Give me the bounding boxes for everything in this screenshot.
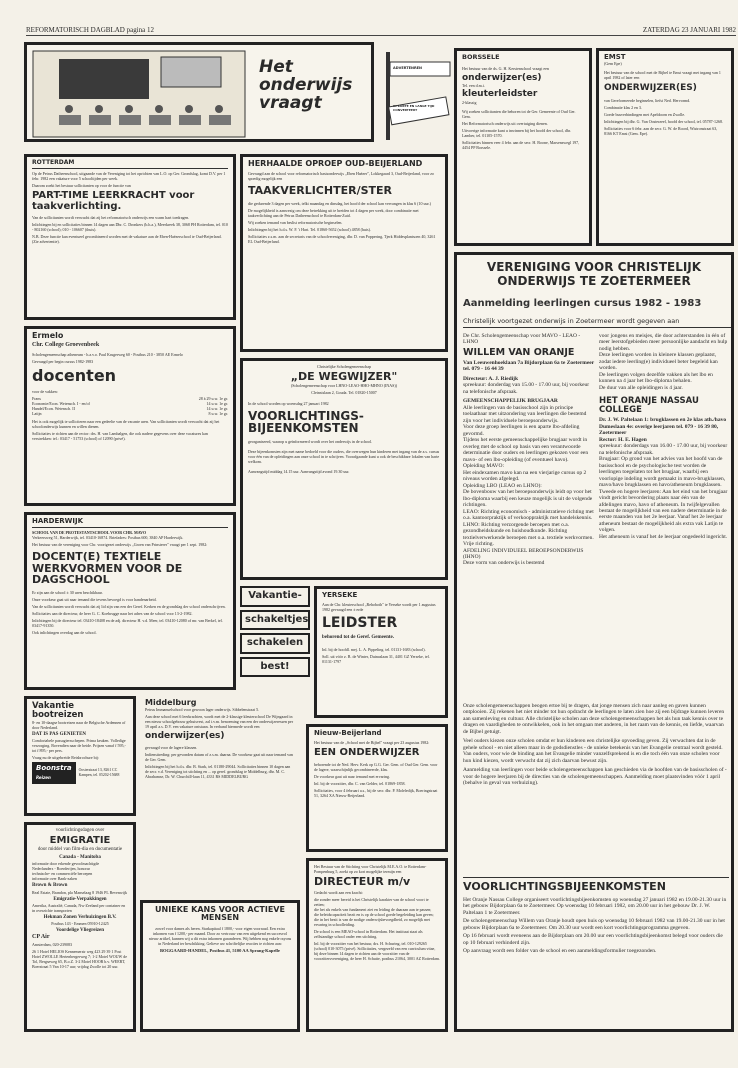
ad-unieke-kans	[140, 900, 300, 1032]
ad-rotterdam-text-5: N.B. Deze functie kan eventueel gecombineerd worden met de vakature aan de Eben-Haëzerschool te Oud-Beijerland. (Zie advertentie).	[32, 234, 222, 245]
paragraph: Onze scholengemeenschappen beogen ertoe bij te dragen, dat jonge mensen zich naar aanleg en gaven kunnen ontplooien. Zij rekenen het niet minder tot hun opdracht de leerlingen te laten zien hoe zij een bijdrage kunnen leveren aan samenleving en cultuur. Alle christelijke scholen aan deze scholengemeenschappen het als hun taak kennis over te dragen en vaardigheden te ontwikkelen, ook in het omgaan met anderen, in het raam van de kennis, en liefde, waarvan de Bijbel getuigt.	[463, 703, 725, 735]
ad-ermelo	[24, 326, 236, 506]
paragraph: Veel ouders kiezen onze scholen omdat er hun kinderen een christelijke opvoeding geven. Zij verwachten dat in de gehele school - en niet alleen maar in de godsdienstles - de unieke betekenis van het Evangelie centraal wordt gesteld. Van ouders, voor wie de binding aan het Evangelie minder vanzelfsprekend is en die toch één van onze scholen voor hun kind kiezen, wordt verwacht dat zij zich daarvan bewust zijn.	[463, 738, 723, 764]
ad-unieke-addr: BOGGAARD-HANDEL, Postbus 41, 5100 AA Sprang-Kapelle	[160, 947, 280, 953]
ad-borssele-text-4: Uitvoerige informatie kunt u inwinnen bij het hoofd der school, dhr. Lamber, tel. 01105-1570.	[462, 127, 571, 138]
ad-rotterdam-text-4: Inlichtingen bij en sollicitaties binnen 14 dagen aan Dhr. C. Dronkers (b.h.a.), Meerkreek 38, 3068 PH Rotterdam, tel. 010 - 802160 (school); 010 - 106607 (thuis).	[32, 222, 228, 233]
ad-herhaalde-text-4: Wij zoeken iemand van beslist reformatorische beginselen.	[248, 219, 343, 225]
paragraph: LEAO: Richting economisch - administratieve richting met o.a. kantoorpraktijk of verkooppraktijk met handelskennis.	[463, 508, 594, 522]
ad-wegwijzer-title: „DE WEGWIJZER"	[290, 370, 398, 383]
ad-rotterdam-text-3: Van de sollicitanten wordt verwacht dat zij het reformatorisch onderwijs een warm hart toedragen.	[32, 215, 190, 221]
zoetermeer-a-dir: Directeur: A. J. Riedijk	[463, 375, 519, 382]
ad-middelburg	[140, 696, 300, 896]
ad-rotterdam-text-2: Daarom zoekt het bestuur sollicitanten op voor de functie van	[32, 183, 131, 189]
zoetermeer-b-rector: Rector: H. E. Hagen	[599, 436, 647, 443]
paragraph: Het atheneum is vanaf het 4e leerjaar ongedeeld ingericht.	[599, 533, 728, 540]
paragraph: Het Oranje Nassau College organiseert voorlichtingsbijeenkomsten op woensdag 27 januari 1982 en 19.00-21.30 uur in het gebouw Bijdorplaan 6a te Zoetermeer. Op woensdag 10 februari 1982, om 20.00 uur in het gebouw Dr. J. W. Paltelaan 1 te Zoetermeer.	[463, 897, 727, 916]
ad-harderwijk-text-1: Het bestuur van de vereniging voor Chr. voortgezet onderwijs „Groen van Prinsterer" vraagt per 1 sept. 1982:	[32, 542, 208, 548]
schakel-line-2: schakeltjes	[240, 610, 310, 631]
paragraph: De bovenbouw van het beroepsonderwijs leidt op voor het lbo-diploma waarbij een keuze mogelijk is uit de volgende richtingen.	[463, 489, 593, 509]
ad-emigratie-text-1: voorlichtingsdagen over	[55, 828, 105, 833]
ad-wegwijzer-sub: (Scholengemeenschap voor LHNO-LEAO-HHO-MHNO (INAS))	[290, 382, 398, 388]
boonstra-name: Boonstra	[36, 764, 72, 773]
ad-zoetermeer	[454, 252, 734, 1032]
subject-hours: 14 u.w. 1e gr.	[206, 400, 228, 406]
paragraph: AFDELING INDIVIDUEEL BEROEPSONDERWIJS (IHNO)	[463, 547, 584, 560]
subject-hours: 28 à 29 u.w. 1e gr.	[198, 395, 228, 401]
ad-rotterdam-text-1: Op de Petrus Datheenschool, uitgaande van de Vereniging tot het oprichten van L.O. op Ger. Grondslag, komt D.V. per 1 febr. 1982 een vakature voor 5 schooltijden per week.	[32, 171, 226, 182]
paragraph: Aanmelding van leerlingen voor beide scholengemeenschappen kan geschieden via de hoofden van de basisscholen of - voor de hogere leerjaren bij de directies van de scholengemeenschappen. Aanmelding moet plaatsvinden vóór 1 april (behalve in geval van verhuizing).	[463, 767, 727, 787]
ad-harderwijk-title: DOCENT(E) TEXTIELE WERKVORMEN VOOR DE DAGSCHOOL	[32, 550, 183, 587]
ad-emigratie-title: EMIGRATIE	[49, 835, 111, 847]
ad-beijerland-text-3: De voorkeur gaat uit naar iemand met ervaring.	[314, 773, 390, 779]
ad-bootreizen-text-3: Vraag nu de uitgebreide Reisbrochure bij:	[32, 755, 99, 761]
zoetermeer-b-dir: Dr. J. W. Paltelaan 1: brugklassen en 2e klas ath./havo	[599, 417, 727, 424]
ad-middelburg-text-5: Inlichtingen bij het h.d.s. dhr. B. Stark, tel. 01180-29044. Sollicitaties binnen 10 dagen aan de secr. v.d. Vereniging tot stichting en ... op geref. grondslag te Middelburg, dhr. M. C. Abrahamse, Dr. W. Churchill-laan 11, 4331 RS MIDDELBURG	[145, 763, 291, 779]
ad-wegwijzer-text-1: Christelijke Scholengemeenschap	[316, 364, 372, 369]
paragraph: Alle leerlingen van de basisschool zijn in principe toelaatbaar met uitzondering van leerlingen die bestemd zijn voor het individuele beroepsonderwijs.	[463, 404, 587, 424]
ad-harderwijk-text-6: Inlichtingen bij de directeur tel. 03410-18408 en de adj. directeur H. v.d. Meer, tel. 03410-12080 of mr. van Berkel, tel. 03417-91350.	[32, 617, 223, 628]
ad-wegwijzer-big: VOORLICHTINGS-BIJEENKOMSTEN	[248, 408, 364, 436]
paragraph: GEMEENSCHAPPELIJK BRUGJAAR	[463, 398, 558, 405]
ad-directeur-text-3: De school is een MEAO-school in Rotterdam. Het instituut staat als zelfstandige school onder een stichting.	[314, 928, 423, 939]
paragraph: Opleiding LBO (LEAO en LHNO):	[463, 482, 542, 489]
ad-directeur-text-1: Het Bestuur van de Stichting voor Christelijk M.E.A.O. te Rotterdam-Pompenburg 5, zoekt op zo kort mogelijke termijn een	[314, 864, 427, 874]
zoetermeer-column-left	[463, 333, 595, 697]
ad-middelburg-title: onderwijzer(es)	[145, 731, 225, 742]
ad-directeur-title: DIRECTEUR m/v	[314, 875, 411, 888]
ad-wegwijzer-addr: Cleinstslaan 2, Gouda. Tel. 01820-15007	[311, 389, 377, 395]
paragraph: Tijdens het eerste gemeenschappelijke brugjaar wordt in overleg met de school op basis van een verantwoorde determinatie door ouders en leerlingen gekozen voor een mavo- of een lbo-opleiding (of eventueel havo).	[463, 437, 589, 463]
ad-wegwijzer	[240, 358, 448, 580]
ad-middelburg-text-3: gevraagd voor de lagere klassen.	[145, 744, 198, 750]
paragraph: Op 16 februari wordt eveneens aan de Bijdorplaan om 20.00 uur een voorlichtingsbijeenkomst belegd voor ouders die op 10 februari verhinderd zijn.	[463, 933, 723, 946]
ad-emst-text-5: Inlichtingen bij dhr. G. Van Oosterzeel, hoofd der school, tel. 05787-1268.	[604, 118, 724, 124]
ad-beijerland-text-5: Sollicitaties, voor 4 februari a.s., bij de secr. dhr. P. Moleledijk, Boeringstraat 51, 3264 XA Nieuw-Beijerland.	[314, 787, 438, 798]
subject-hours: 8 u.w. 1e gr.	[208, 410, 228, 416]
ad-emigratie-cpair: CP Air	[32, 934, 50, 941]
zoetermeer-voorlichting-title: VOORLICHTINGSBIJEENKOMSTEN	[463, 877, 729, 893]
ad-ermelo-text-1: Gevraagd per begin cursus 1982-1983	[32, 358, 94, 364]
sign-text-2: IN KORTE EN LANGE TIJD CONVERTEERT	[393, 104, 435, 112]
ad-emigratie-packing-text: Amerika, Australië, Canada, Nw-Zeeland per container en in overzichte transporten	[32, 902, 126, 913]
ad-directeur-text-4: Inl. bij de voorzitter van het bestuur, drs. H. Schuring, tel. 010-129265 (school) 010-3075 (privé). Sollicitaties, vergezeld van een curriculum vitae, bij deze binnen 14 dagen te richten aan de voorzitter van de voorzittersvereniging, de heer H. Schutte, postbus 21064, 3001 AZ Rotterdam.	[314, 940, 440, 961]
zoetermeer-a-intro: De Chr. Scholengemeenschap voor MAVO - LEAO - LHNO	[463, 333, 581, 346]
ad-directeur	[306, 858, 448, 1032]
paragraph: voor jongens en meisjes, die door achterstanden in één of meer leerstofgebieden meer persoonlijke aandacht en hulp nodig hebben.	[599, 333, 728, 352]
ad-middelburg-city: Middelburg	[145, 698, 197, 707]
ad-wegwijzer-text-2: In de school worden op woensdag 27 januari 1982	[248, 400, 329, 406]
ad-beijerland-title: EEN ONDERWIJZER	[314, 747, 420, 759]
ad-ermelo-school: Chr. College Groevenbeek	[32, 342, 100, 349]
ad-beijerland-text-4: Inl. bij de voorzitter, dhr. C. van Gelder, tel. 01869-1858.	[314, 780, 406, 786]
header-left: REFORMATORISCH DAGBLAD pagina 12	[26, 26, 155, 34]
paragraph: spreekuur: donderdags van 16.00 - 17.00 uur, bij voorkeur na telefonische afspraak.	[599, 443, 728, 456]
paragraph: Opleiding MAVO:	[463, 463, 504, 470]
ad-borssele-city: BORSSELE	[462, 53, 500, 61]
paragraph: LHNO: Richting verzorgende beroepen met o.a. gezondheidskunde en huishoudkunde. Richting textielverwerkende beroepen met o.a. textiele werkvormen. Vrije richting.	[463, 521, 594, 548]
page-header	[26, 26, 736, 36]
hero-title-1: Het	[259, 57, 293, 77]
ad-harderwijk-text-3: Onze voorkeur gaat uit naar iemand die tevens bevoegd is voor handenarbeid.	[32, 596, 157, 602]
ad-emigratie-text-2: door middel van film-dia en documentatie	[37, 846, 123, 852]
ad-emst	[596, 48, 734, 246]
ad-yerseke-title: LEIDSTER	[322, 615, 398, 632]
ad-emigratie	[24, 822, 136, 1032]
ad-yerseke-city: YERSEKE	[322, 591, 358, 599]
schakel-line-1: Vakantie-	[240, 586, 310, 607]
ad-herhaalde-oproep	[240, 154, 448, 352]
ad-borssele-title-2: kleuterleidster	[462, 89, 538, 100]
subject-name: Frans	[32, 395, 41, 401]
paragraph: De leerlingen volgen dezelfde vakken als het lbo en kunnen na 4 jaar het lbo-diploma behalen.	[599, 371, 713, 385]
ad-unieke-title: UNIEKE KANS VOOR ACTIEVE MENSEN	[155, 905, 285, 923]
ad-herhaalde-text-2: die gedurende 3 dagen per week, telkt maandag en dinsdag, het hoofd der school kan vervangen in klas 6 (10 uur.)	[248, 200, 431, 206]
paragraph: Voor deze groep leerlingen is een aparte lbo-afdeling gevormd.	[463, 424, 580, 437]
list-item: informatie over Bank-zaken	[32, 876, 77, 882]
ad-borssele	[454, 48, 592, 246]
ad-middelburg-text-2: Aan deze school met 6 leerkrachten, wordt met de 2-klassige kleuterschool De Wijngaard in een nieuw schoolgebouw gehuisvest, zal i.v.m. benoeming van een der onderwijzeressen per 19 april a.s. D.V. een vakature ontstaan. In verband hiermede wordt een	[145, 714, 294, 730]
zoetermeer-full-text	[463, 703, 729, 871]
ad-herhaalde-big: TAAKVERLICHTER/STER	[248, 184, 392, 198]
ad-bootreizen-title: Vakantie bootreizen	[32, 701, 84, 720]
ad-wegwijzer-text-3: georganiseerd, waarop u geïnformeerd wordt over het onderwijs in de school.	[248, 438, 373, 444]
ad-borssele-title: onderwijzer(es)	[462, 72, 542, 83]
ad-ermelo-text-4: Sollicitaties te richten aan de rector: drs. H. van Lambalgen, die ook nadere gegevens over deze vacatures kan verstrekken: tel.: 03417 - 51753 (school) of 12090 (privé).	[32, 430, 208, 441]
ad-emst-text-1: Het bestuur van de school met de Bijbel te Emst vraagt met ingang van 1 april 1982 of later een	[604, 70, 721, 81]
ad-harderwijk-addr: Verkeersweg 51, Harderwijk, tel. 03410-16874. Briefadres: Postbus 600, 3840 AP Harderwijk.	[32, 535, 184, 541]
sign-text-1: ADVERTENREN	[393, 66, 422, 70]
ad-harderwijk-text-4: Van de sollicitanten wordt verwacht dat zij lid zijn van een der Geref. Kerken en de grondslag der school onderschrijven.	[32, 603, 226, 609]
zoetermeer-voorlichting-text	[463, 897, 729, 1027]
ad-bootreizen-sub: DAT IS PAS GENIETEN	[32, 731, 87, 737]
ad-middelburg-text-4: Indiensttreding: per gevonden datum of z.s.m. daarna. De voorkeur gaat uit naar iemand van de Ger. Gem.	[145, 751, 293, 762]
paragraph: Brugjaar: Op grond van het advies van het hoofd van de basisschool en de psychologische test worden de leerlingen toegelaten tot het brugjaar, waarbij een voorlopige indeling wordt gemaakt in mavo-brugklassen, mavo/havo brugklassen en havo/atheneum brugklassen.	[599, 456, 726, 489]
ad-herhaalde-title: HERHAALDE OPROEP OUD-BEIJERLAND	[248, 159, 423, 168]
ad-directeur-text-2: Gedacht wordt aan een kracht:	[314, 889, 363, 895]
subject-name: Handel/Econ. Wetensch. II	[32, 405, 75, 411]
zoetermeer-title: VERENIGING VOOR CHRISTELIJK ONDERWIJS TE ZOETERMEER	[486, 260, 702, 288]
ad-emigratie-brown-text: Real Estate, Brandon, pla Manselaag 8 1946 PL Bevenwijk	[32, 889, 127, 895]
ad-emst-city: EMST	[604, 53, 626, 61]
hero-banner	[24, 42, 374, 142]
ad-emigratie-hekman: Hekman Zonen Verhuizingen B.V.	[43, 914, 117, 920]
ad-beijerland-text-1: Het bestuur van de „School met de Bijbel" vraagt per 23 augustus 1982:	[314, 740, 430, 746]
ad-herhaalde-text-5: Inlichtingen bij het h.d.s. W. F. 't Hart. Tel. 01860-5652 (school) 4858 (huis).	[248, 226, 371, 232]
hero-title-3: vraagt	[259, 92, 322, 113]
subject-name: Economie/Econ. Wetensch. I - en/of	[32, 400, 90, 406]
ad-harderwijk-school: SCHOOL VAN DE PROTESTANTSCHOOL VOOR CHR. MAVO	[32, 530, 147, 536]
signpost	[378, 42, 454, 142]
ad-wegwijzer-text-5: Aanvangstijd middag 14.15 uur. Aanvangstijd avond 19.30 uur.	[248, 468, 350, 474]
ad-harderwijk-city: HARDERWIJK	[32, 518, 228, 528]
ad-harderwijk-text-7: Ook inlichtingen overdag aan de school.	[32, 629, 97, 635]
ad-yerseke-sub: behorend tot de Geref. Gemeente.	[322, 635, 395, 641]
hero-title-2: onderwijs	[259, 74, 353, 95]
ad-bootreizen	[24, 696, 136, 816]
ad-harderwijk-text-5: Sollicitaties aan de directeur, de heer G. C. Koebrugge naar het adres van de school voor 13-2-1982.	[32, 610, 193, 616]
zoetermeer-sub: Aanmelding leerlingen cursus 1982 - 1983	[463, 298, 702, 309]
ad-wegwijzer-text-4: Deze bijeenkomsten zijn met name bedoeld voor die ouders, die overwegen hun kinderen met ingang van de a.s. cursus voor één van de opleidingen aan onze school in te schrijven. Voorafgaande kunt u ook de beschikbare lokalen van harte welkom.	[248, 448, 440, 464]
ad-herhaalde-text-3: De mogelijkheid is aanwezig om deze betrekking uit te breiden tot 4 dagen per week, door combinatie met taakverlichting aan de Petrus Datheenschool te Rotterdam-Zuid.	[248, 207, 419, 218]
zoetermeer-column-right	[599, 333, 729, 697]
ad-emst-text-6: Sollicitaties voor 6 febr. aan de secr. G. W. de Roord, Wistronstraat 63, 8166 KT Emst (Gem. Epe).	[604, 125, 718, 136]
ad-beijerland-city: Nieuw-Beijerland	[314, 729, 382, 737]
ad-bootreizen-addr: Oosterstraat 13, 8261 CC Kampen, tel. 05202-15688	[78, 768, 120, 777]
list-item: die het als enkels van fundament ziet en leiding de daaraan aan te passen;	[314, 906, 432, 912]
ad-borssele-sub-2: 2-klassig	[462, 99, 477, 105]
ad-rotterdam-title: PART-TIME LEERKRACHT voor taakverlichting.	[32, 190, 195, 212]
ad-harderwijk	[24, 512, 236, 690]
classroom-illustration	[29, 47, 249, 141]
subject-row	[32, 411, 228, 416]
ad-emst-text-4: Goede busverbindingen met Apeldoorn en Zwolle.	[604, 111, 686, 117]
ad-ermelo-text-3: Het is ook mogelijk te solliciteren naar een gedeelte van de vacante uren. Van sollicitanten wordt verwacht dat zij het schoolonderwijs kunnen en willen dienen.	[32, 418, 220, 429]
header-right: ZATERDAG 23 JANUARI 1982	[642, 26, 736, 34]
zoetermeer-a-addr: Van Leeuwenhoeklaan 7a Bijdorplaan 6a te Zoetermeer tel. 079 - 16 44 39	[463, 359, 595, 373]
ad-middelburg-text-1: Petrus Immanuelschool voor gewoon lager onderwijs. Sibbelenstraat 5.	[145, 707, 260, 713]
ad-herhaalde-text-6: Sollicitaties z.s.m. aan de secretaris van de schoolvereniging, dhr. D. van Poppering, Tjerk Hiddesplantsoen 40, 3261 EL Oud-Beijerland.	[248, 233, 436, 244]
boonstra-logo	[32, 762, 76, 784]
paragraph: Het eindexamen mavo kan na een vierjarige cursus op 2 niveaus worden afgelegd.	[463, 469, 587, 483]
list-item: technische- en commerciële beroepen	[32, 871, 93, 877]
paragraph: De scholengemeenschap Willem van Oranje houdt open huis op woensdag 10 februari 1982 van 19.00-21.30 uur in het gebouw Bijdorplaan 6a te Zoetermeer. Om 20.30 uur wordt een kort voorlichtingsprogramma gegeven.	[463, 918, 725, 931]
ad-emst-text-2: van Gereformeerde beginselen, liefst Ned. Hervormd.	[604, 97, 691, 103]
ad-emigratie-packing: Emigratie-Verpakkingen	[53, 896, 107, 902]
ad-ermelo-title: docenten	[32, 365, 117, 385]
ad-bootreizen-text-1: 8- en 10-daagse bootreizen naar de Belgische Ardennen of door Nederland.	[32, 719, 126, 730]
ad-borssele-text-3: Het Reformatorisch onderwijs uit overtuiging dienen.	[462, 120, 548, 126]
ad-ermelo-subjects	[32, 396, 228, 416]
paragraph: Tweede en hogere leerjaren: Aan het eind van het brugjaar vindt gericht bevordering plaats naar één van de afdelingen mavo, havo of atheneum. In twijfelgevallen bestaat de mogelijkheid van een nadere determinatie in de eerste maanden van het 2e leerjaar. Vanaf het 2e leerjaar atheneum bestaat de mogelijkheid als extra vak Latijn te volgen.	[599, 488, 728, 534]
ad-emst-title: ONDERWIJZER(ES)	[604, 83, 697, 94]
paragraph: Deze leerlingen worden in kleinere klassen geplaatst, zodat iedere leerling(e) individueel beter begeleid kan worden.	[599, 352, 718, 372]
subject-hours: 14 u.w. 1e gr.	[206, 405, 228, 411]
ad-yerseke-text-3: Soll. uit vóór z. B. de Winter, Duinaslaan 31, 4401 GZ Yerseke, tel. 01131-1797	[322, 654, 430, 665]
paragraph: Deze vorm van onderwijs is bestemd	[463, 560, 545, 567]
ad-emigratie-hekman-text: Postbus 143 - Emmen 05910-12425	[51, 921, 109, 926]
paragraph: spreekuur: donderdag van 15.00 - 17.00 uur, bij voorkeur na telefonische afspraak.	[463, 382, 590, 395]
list-item: die zonder meer bereid is het Christelijk karakter van de school voort te zetten;	[314, 896, 429, 907]
schakel-line-3: schakelen	[240, 633, 310, 654]
ad-bootreizen-text-2: Comfortabele passagiersschepen. Prima keuken. Volledige verzorging. Bovendien naar de beide. Prijzen vanaf f 595,- tot f 895,- per pers.	[32, 738, 126, 754]
paragraph: De duur van alle opleidingen is 4 jaar.	[599, 384, 683, 391]
ad-emigratie-cpair-text: Amsterdam, 020-239083	[32, 941, 72, 947]
ad-emigratie-canada: Canada - Manitoba	[59, 855, 101, 860]
ad-borssele-sub: Tel. een d.m.i.	[462, 83, 485, 89]
ad-unieke-text: zowel voor dames als heren. Starkapitaal f 1800,- voor eigen voorraad. Een extra inkomen van f 1200,- per maand. Door zo vertrouw van een uitgekend en succesvol nieuw artikel, kunnen wij u dit extra inkomen garanderen. Wij hebben nog enkele rayons in Nederland ter beschikking. Gelieve uw schriftelijke reacties te richten aan:	[148, 925, 292, 946]
ad-yerseke	[314, 586, 448, 718]
ad-rotterdam	[24, 154, 236, 320]
list-item: informatie door erkende gevoolmachtigde	[32, 861, 100, 867]
schakel-line-4: best!	[240, 657, 310, 678]
ad-ermelo-city: Ermelo	[32, 331, 64, 340]
zoetermeer-sub-2: Christelijk voortgezet onderwijs in Zoetermeer wordt gegeven aan	[463, 317, 731, 328]
ad-harderwijk-text-2: Er zijn aan de school ± 30 uren beschikbaar.	[32, 589, 103, 595]
zoetermeer-b-loc: Dumeslaan 4e: overige leerjaren tel. 079 - 16 39 80, Zoetermeer	[599, 423, 719, 437]
ad-emigratie-flights: Voordelige Vliegreizen	[55, 928, 105, 933]
ad-emigratie-brown: Brown & Brown	[32, 883, 68, 889]
ad-borssele-text-5: Sollicitaties binnen veer 4 febr. aan de secr. H. Boone, Marsenswegl 197, 4454 PP Borssele.	[462, 139, 580, 150]
boonstra-label: Reizen	[36, 774, 51, 780]
ad-borssele-text-1: Het bestuur van de ds. G. H. Kerstenschool vraagt een	[462, 65, 549, 71]
ad-ermelo-text-2: voor de vakken:	[32, 388, 58, 394]
list-item: die beleidscapaciteit bezit en is op de school goede begeleiding kan geven;	[314, 911, 434, 917]
list-item: die in het bezit is van de nodige onderwijsbevoegdheid, zo mogelijk met ervaring in schoolleiding.	[314, 916, 430, 927]
zoetermeer-a-title: WILLEM VAN ORANJE	[463, 346, 575, 358]
ad-rotterdam-city: ROTTERDAM	[32, 160, 228, 169]
ad-emst-sub: (Gem Epe)	[604, 61, 622, 67]
paragraph: Op aanvraag wordt een folder van de school en een aanmeldingsformulier toegezonden.	[463, 948, 657, 955]
ad-emst-text-3: Combinatie klas 2 en 3.	[604, 104, 642, 110]
ad-yerseke-text-2: Inl. bij de hoofdl. mej. L. A. Pippeling. tel. 01131-1683 (school).	[322, 647, 426, 653]
zoetermeer-b-title: HET ORANJE NASSAU COLLEGE	[599, 396, 699, 416]
subject-name: Latijn	[32, 410, 42, 416]
ad-emigratie-dates: 26 1 Hotel HELIOS Kennemerstr weg 423 29 39 1 Post Hotel ZWOLLE Hertenbergerweg 7; 1-2 Motel WOUW de Tol, Bergseweg 65, B.o.Z. 3-2 Motel HOOR b.v. WEERT, Boerstraat 5 Van 10-17 uur; vrijdag Zwolle tot 20 uur.	[32, 948, 127, 969]
ad-herhaalde-text-1: Gevraagd aan de school voor reformatorisch basisonderwijs „Eben Haëzer", Lokkegaard 3, Oud-Beijerland, voor zo spoedig mogelijk een	[248, 171, 435, 182]
ad-nieuw-beijerland	[306, 724, 448, 852]
ad-beijerland-text-2: behorende tot de Ned. Herv. Kerk op G.G. Ger. Gem. of Oud Ger. Gem. voor de lagere, waarschijnlijk gecombineerde, klas.	[314, 761, 438, 772]
list-item: Nederlanders - Boerderijen, honorar	[32, 866, 90, 872]
ad-borssele-text-2: Wij zoeken sollicitanten die behoren tot de Ger. Gemeente of Oud Ger. Gem.	[462, 108, 576, 119]
ad-yerseke-text-1: Aan de Chr. kleuterschool „Rehoboth" te Yerseke wordt per 1 augustus 1982 gevraagd een ± erde	[322, 602, 436, 613]
ad-ermelo-sub: Scholengemeenschap atheneum - h.a.v.o. Paul Krugerweg 60 - Postbus 210 - 3850 AE Ermelo	[32, 351, 183, 357]
